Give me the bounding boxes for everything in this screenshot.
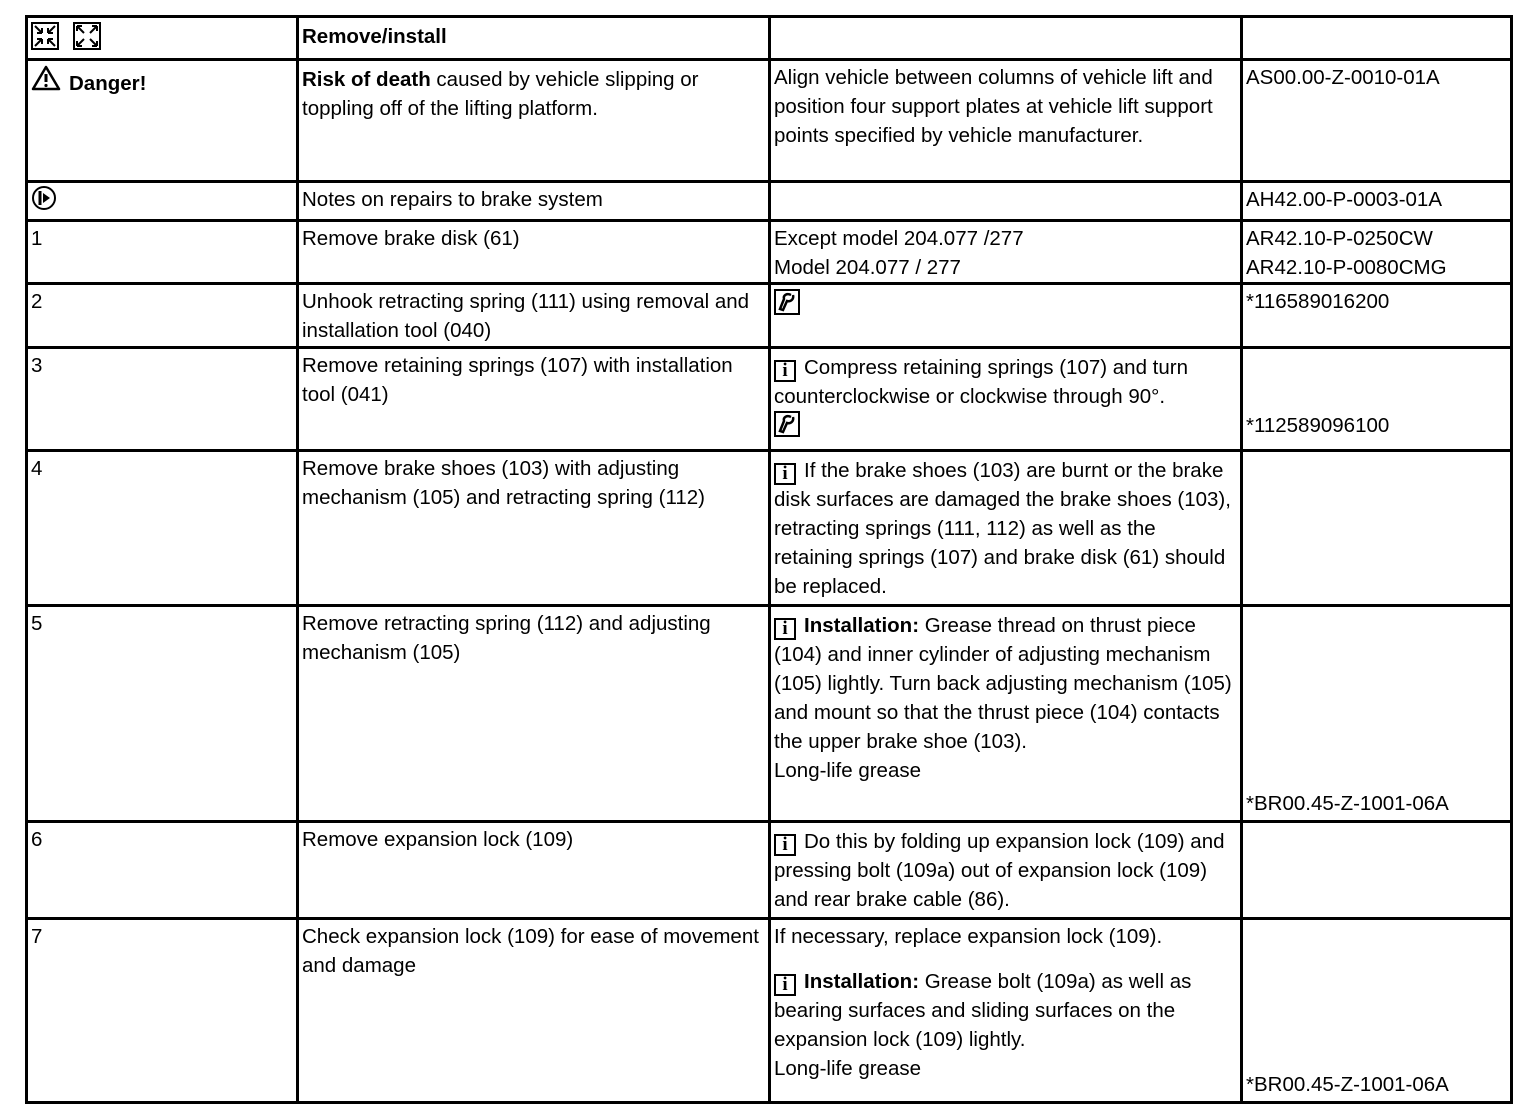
step-ref-link[interactable]: *BR00.45-Z-1001-06A [1246, 792, 1449, 815]
step-ref [1242, 919, 1512, 1103]
step-ref-link[interactable]: AR42.10-P-0080CMG [1246, 256, 1447, 279]
step-row-7 [27, 919, 1512, 1103]
step-detail [770, 606, 1242, 822]
step-detail [770, 348, 1242, 451]
step-ref-empty [1242, 451, 1512, 606]
special-tool-icon[interactable] [774, 289, 800, 323]
step-extra: Long-life grease [774, 759, 922, 782]
danger-ref: AS00.00-Z-0010-01A [1242, 60, 1512, 182]
step-detail [770, 822, 1242, 919]
notes-text: Notes on repairs to brake system [298, 182, 770, 221]
step-info-text: Grease bolt (109a) as well as bearing surfaces and sliding surfaces on the expansion lock (109) lightly. [774, 970, 1192, 1051]
header-empty-3 [770, 17, 1242, 60]
step-number: 1 [27, 221, 298, 284]
step-pre-text: If necessary, replace expansion lock (109). [774, 925, 1163, 948]
step-detail-line: Except model 204.077 /277 [774, 227, 1024, 250]
spacer [774, 951, 1237, 967]
danger-instruction: Align vehicle between columns of vehicle lift and position four support plates at vehicle lift support points specified by vehicle manufacturer. [770, 60, 1242, 182]
info-icon: i [774, 974, 796, 996]
step-row-6 [27, 822, 1512, 919]
step-ref [1242, 221, 1512, 284]
step-info-text: Compress retaining springs (107) and turn counterclockwise or clockwise through 90°. [774, 356, 1188, 408]
install-icon [73, 22, 101, 58]
step-ref-link[interactable]: *BR00.45-Z-1001-06A [1246, 1073, 1449, 1096]
info-icon: i [774, 618, 796, 640]
step-action: Unhook retracting spring (111) using removal and installation tool (040) [298, 284, 770, 348]
header-empty-4 [1242, 17, 1512, 60]
step-info-bold: Installation: [804, 970, 920, 993]
step-number: 2 [27, 284, 298, 348]
header-icons-cell [27, 17, 298, 60]
step-number: 6 [27, 822, 298, 919]
notes-row [27, 182, 1512, 221]
procedure-table [25, 15, 1513, 1104]
tool-icon-line [774, 411, 1237, 445]
danger-risk-bold: Risk of death [302, 68, 431, 91]
danger-label: Danger! [69, 72, 147, 95]
step-action: Remove expansion lock (109) [298, 822, 770, 919]
step-action: Remove retracting spring (112) and adjusting mechanism (105) [298, 606, 770, 822]
notes-arrow-icon [31, 185, 59, 219]
step-ref-link[interactable]: AR42.10-P-0250CW [1246, 227, 1433, 250]
step-info-text: Grease thread on thrust piece (104) and inner cylinder of adjusting mechanism (105) lightly. Turn back adjusting mechanism (105) and mount so that the thrust piece (104) contacts the upper brake shoe (103). [774, 614, 1232, 753]
step-row-5 [27, 606, 1512, 822]
step-action: Remove brake shoes (103) with adjusting mechanism (105) and retracting spring (112) [298, 451, 770, 606]
danger-label-cell [27, 60, 298, 182]
info-icon: i [774, 834, 796, 856]
step-number: 7 [27, 919, 298, 1103]
step-number: 5 [27, 606, 298, 822]
step-info-bold: Installation: [804, 614, 920, 637]
step-row-4 [27, 451, 1512, 606]
warning-triangle-icon [31, 65, 61, 99]
danger-risk-cell [298, 60, 770, 182]
step-detail [770, 284, 1242, 348]
step-number: 3 [27, 348, 298, 451]
notes-empty [770, 182, 1242, 221]
step-ref [1242, 606, 1512, 822]
notes-icon-cell [27, 182, 298, 221]
step-info-text: If the brake shoes (103) are burnt or the brake disk surfaces are damaged the brake shoes (103), retracting springs (111, 112) as well as the retaining springs (107) and brake disk (61) should be replaced. [774, 459, 1231, 598]
step-detail [770, 221, 1242, 284]
step-ref [1242, 348, 1512, 451]
info-icon: i [774, 463, 796, 485]
step-ref-empty [1242, 822, 1512, 919]
header-title: Remove/install [298, 17, 770, 60]
step-detail-line: Model 204.077 / 277 [774, 256, 961, 279]
step-ref-link[interactable]: *112589096100 [1246, 414, 1390, 437]
step-detail [770, 451, 1242, 606]
step-row-1 [27, 221, 1512, 284]
special-tool-icon[interactable] [774, 411, 800, 445]
step-action: Remove retaining springs (107) with installation tool (041) [298, 348, 770, 451]
remove-icon [31, 22, 59, 58]
header-row [27, 17, 1512, 60]
step-extra: Long-life grease [774, 1057, 922, 1080]
step-action: Check expansion lock (109) for ease of movement and damage [298, 919, 770, 1103]
step-info-text: Do this by folding up expansion lock (109) and pressing bolt (109a) out of expansion lock (109) and rear brake cable (86). [774, 830, 1225, 911]
step-detail [770, 919, 1242, 1103]
info-icon: i [774, 360, 796, 382]
step-row-2 [27, 284, 1512, 348]
step-number: 4 [27, 451, 298, 606]
step-action: Remove brake disk (61) [298, 221, 770, 284]
danger-risk-text: caused by vehicle slipping or toppling off of the lifting platform. [302, 68, 699, 120]
step-row-3 [27, 348, 1512, 451]
notes-ref: AH42.00-P-0003-01A [1242, 182, 1512, 221]
step-ref[interactable]: *116589016200 [1242, 284, 1512, 348]
danger-row [27, 60, 1512, 182]
